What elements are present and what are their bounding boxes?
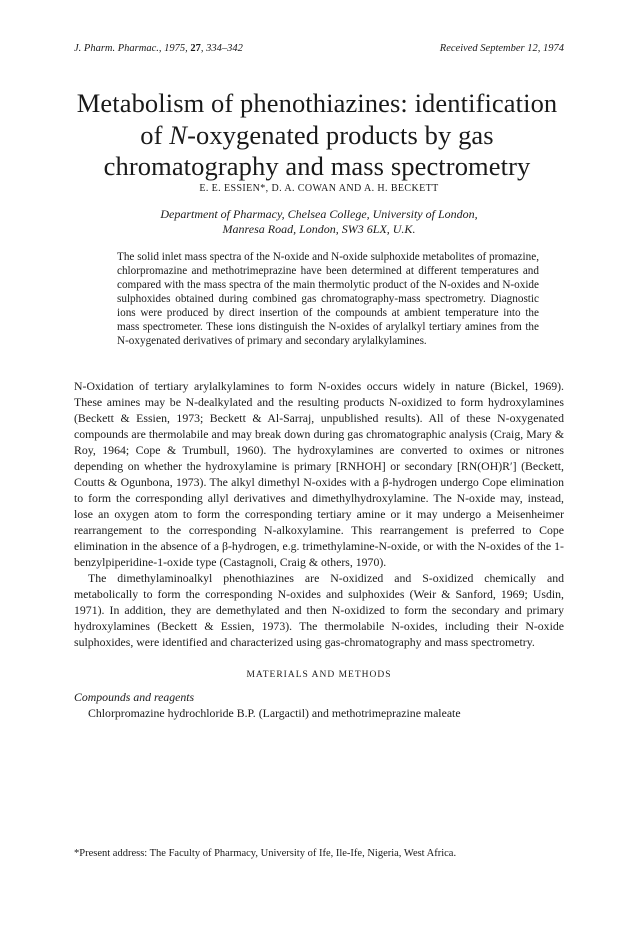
section-heading: MATERIALS AND METHODS (246, 670, 392, 680)
paragraph-1: N-Oxidation of tertiary arylalkylamines to form N-oxides occurs widely in nature (Bickel, 1969). These amines may be N-dealkylated and the resulting products N-oxidized to form hydroxylamines (Beckett & Essien, 1973; Beckett & Al-Sarraj, unpublished results). All of these N-oxygenated compounds are thermolabile and may break down during gas chromatographic analysis (Craig, Mary & Roy, 1964; Cope & Trumbull, 1960). The hydroxylamines are converted to oximes or nitrones depending on whether the hydroxylamine is primary [RNHOH] or secondary [RN(OH)R′] (Beckett, Coutts & Ogunbona, 1973). The alkyl dimethyl N-oxides with a β-hydrogen undergo Cope elimination to form the corresponding allyl derivatives and dimethylhydroxylamine. The N-oxide may, instead, lose an oxygen atom to form the corresponding tertiary amine or it may undergo a Meisenheimer rearrangement to the corresponding N-alkoxylamine. This rearrangement is preferred to Cope elimination in the absence of a β-hydrogen, e.g. trimethylamine-N-oxide, or with the N-oxides of the 1-benzylpiperidine-1-oxide type (Castagnoli, Craig & others, 1970). (74, 379, 564, 569)
running-head (74, 43, 564, 54)
authors: E. E. ESSIEN*, D. A. COWAN AND A. H. BECKETT (199, 183, 439, 194)
article-body (74, 378, 564, 721)
abstract: The solid inlet mass spectra of the N-oxide and N-oxide sulphoxide metabolites of promazine, chlorpromazine and methotrimeprazine have been determined at different temperatures and compared with the mass spectra of the main thermolytic product of the N-oxides and N-oxide sulphoxides obtained during combined gas chromatography-mass spectrometry. Diagnostic ions were produced by direct insertion of the compounds at ambient temperature into the mass spectrometer. These ions distinguish the N-oxides of arylalkyl tertiary amines from the N-oxygenated derivatives of primary and secondary arylalkylamines. (117, 251, 539, 347)
subsection-heading: Compounds and reagents (74, 690, 195, 704)
received-date: Received September 12, 1974 (439, 43, 564, 54)
citation: J. Pharm. Pharmac., 1975, 27, 334–342 (74, 43, 243, 54)
paragraph-3: Chlorpromazine hydrochloride B.P. (Largactil) and methotrimeprazine maleate (88, 706, 461, 720)
footnote: *Present address: The Faculty of Pharmacy, University of Ife, Ile-Ife, Nigeria, West Africa. (74, 848, 457, 859)
paragraph-2: The dimethylaminoalkyl phenothiazines are N-oxidized and S-oxidized chemically and metabolically to form the corresponding N-oxides and sulphoxides (Weir & Sanford, 1969; Usdin, 1971). In addition, they are demethylated and then N-oxidized to form the secondary and primary hydroxylamines (Beckett & Essien, 1973). The thermolabile N-oxides, including their N-oxide sulphoxides, were identified and characterized using gas-chromatography and mass spectrometry. (74, 571, 564, 649)
affiliation: Department of Pharmacy, Chelsea College, University of London, Manresa Road, London, SW3 6LX, U.K. (160, 207, 478, 236)
article-title: Metabolism of phenothiazines: identification of N-oxygenated products by gas chromatography and mass spectrometry (76, 88, 558, 181)
